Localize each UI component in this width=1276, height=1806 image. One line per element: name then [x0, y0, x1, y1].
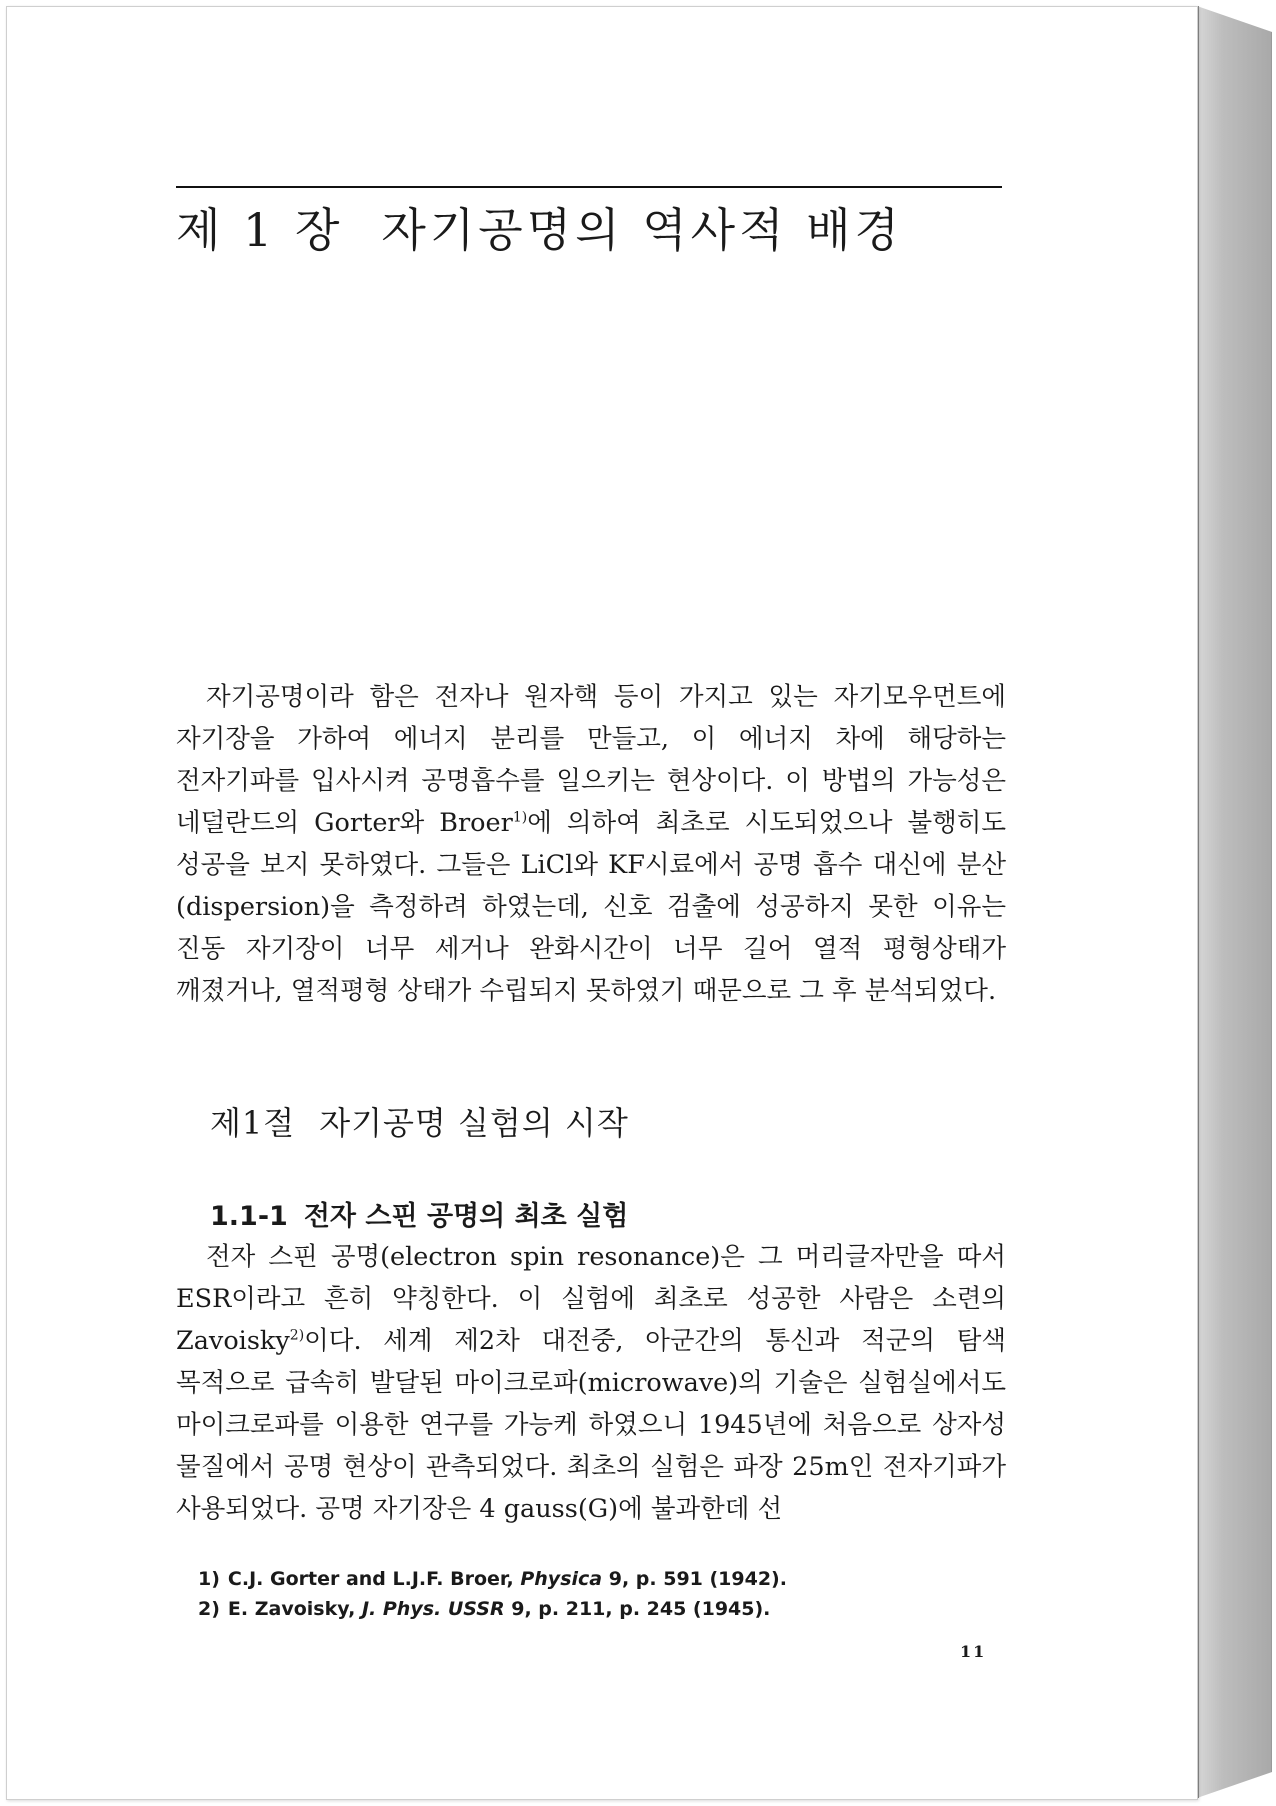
footnote-journal: Physica: [520, 1568, 603, 1590]
footnote-ref-2: 2): [289, 1327, 305, 1344]
intro-text-2: 에 의하여 최초로 시도되었으나 불행히도 성공을 보지 못하였다. 그들은 LiCl와 KF시료에서 공명 흡수 대신에 분산(dispersion)을 측정하려 하였는데, 신호 검출에 성공하지 못한 이유는 진동 자기장이 너무 세거나 완화시간이 너무 길어 열적 평형상태가 깨졌거나, 열적평형 상태가 수립되지 못하였기 때문으로 그 후 분석되었다.: [176, 808, 1007, 1006]
chapter-heading: [176, 198, 1002, 262]
subsection-title: 전자 스핀 공명의 최초 실험: [303, 1201, 629, 1232]
page-number: 11: [960, 1642, 987, 1661]
footnotes: [198, 1564, 998, 1624]
section-number: 제1절: [210, 1104, 296, 1142]
footnote-2: [198, 1594, 998, 1624]
subsection-number: 1.1-1: [210, 1201, 288, 1232]
chapter-number: 제 1 장: [176, 203, 344, 257]
section-heading: [210, 1100, 629, 1146]
chapter-title: 자기공명의 역사적 배경: [381, 203, 903, 257]
footnote-mark: 1): [198, 1568, 220, 1590]
footnote-journal: J. Phys. USSR: [361, 1598, 505, 1620]
subsection-heading: [210, 1197, 628, 1237]
footnote-1: [198, 1564, 998, 1594]
chapter-rule: [176, 186, 1002, 188]
intro-text-1: 자기공명이라 함은 전자나 원자핵 등이 가지고 있는 자기모우먼트에 자기장을 가하여 에너지 분리를 만들고, 이 에너지 차에 해당하는 전자기파를 입사시켜 공명흡수를 일으키는 현상이다. 이 방법의 가능성은 네덜란드의 Gorter와 Broer: [176, 682, 1006, 838]
body-paragraph: [176, 1236, 1006, 1530]
footnote-authors: C.J. Gorter and L.J.F. Broer,: [227, 1568, 514, 1590]
footnote-authors: E. Zavoisky,: [227, 1598, 356, 1620]
intro-paragraph: [176, 676, 1006, 1012]
section-title: 자기공명 실험의 시작: [319, 1104, 629, 1142]
book-edge: [1197, 6, 1272, 1798]
footnote-details: 9, p. 211, p. 245 (1945).: [511, 1598, 771, 1620]
footnote-mark: 2): [198, 1598, 220, 1620]
body-text-2: 이다. 세계 제2차 대전중, 아군간의 통신과 적군의 탐색 목적으로 급속히 발달된 마이크로파(microwave)의 기술은 실험실에서도 마이크로파를 이용한 연구를 가능케 하였으니 1945년에 처음으로 상자성 물질에서 공명 현상이 관측되었다. 최초의 실험은 파장 25m인 전자기파가 사용되었다. 공명 자기장은 4 gauss(G)에 불과한데 선: [176, 1326, 1006, 1524]
body-text-1: 전자 스핀 공명(electron spin resonance)은 그 머리글자만을 따서 ESR이라고 흔히 약칭한다. 이 실험에 최초로 성공한 사람은 소련의 Zavoisky: [176, 1242, 1006, 1356]
footnote-details: 9, p. 591 (1942).: [608, 1568, 787, 1590]
footnote-ref-1: 1): [512, 809, 528, 826]
